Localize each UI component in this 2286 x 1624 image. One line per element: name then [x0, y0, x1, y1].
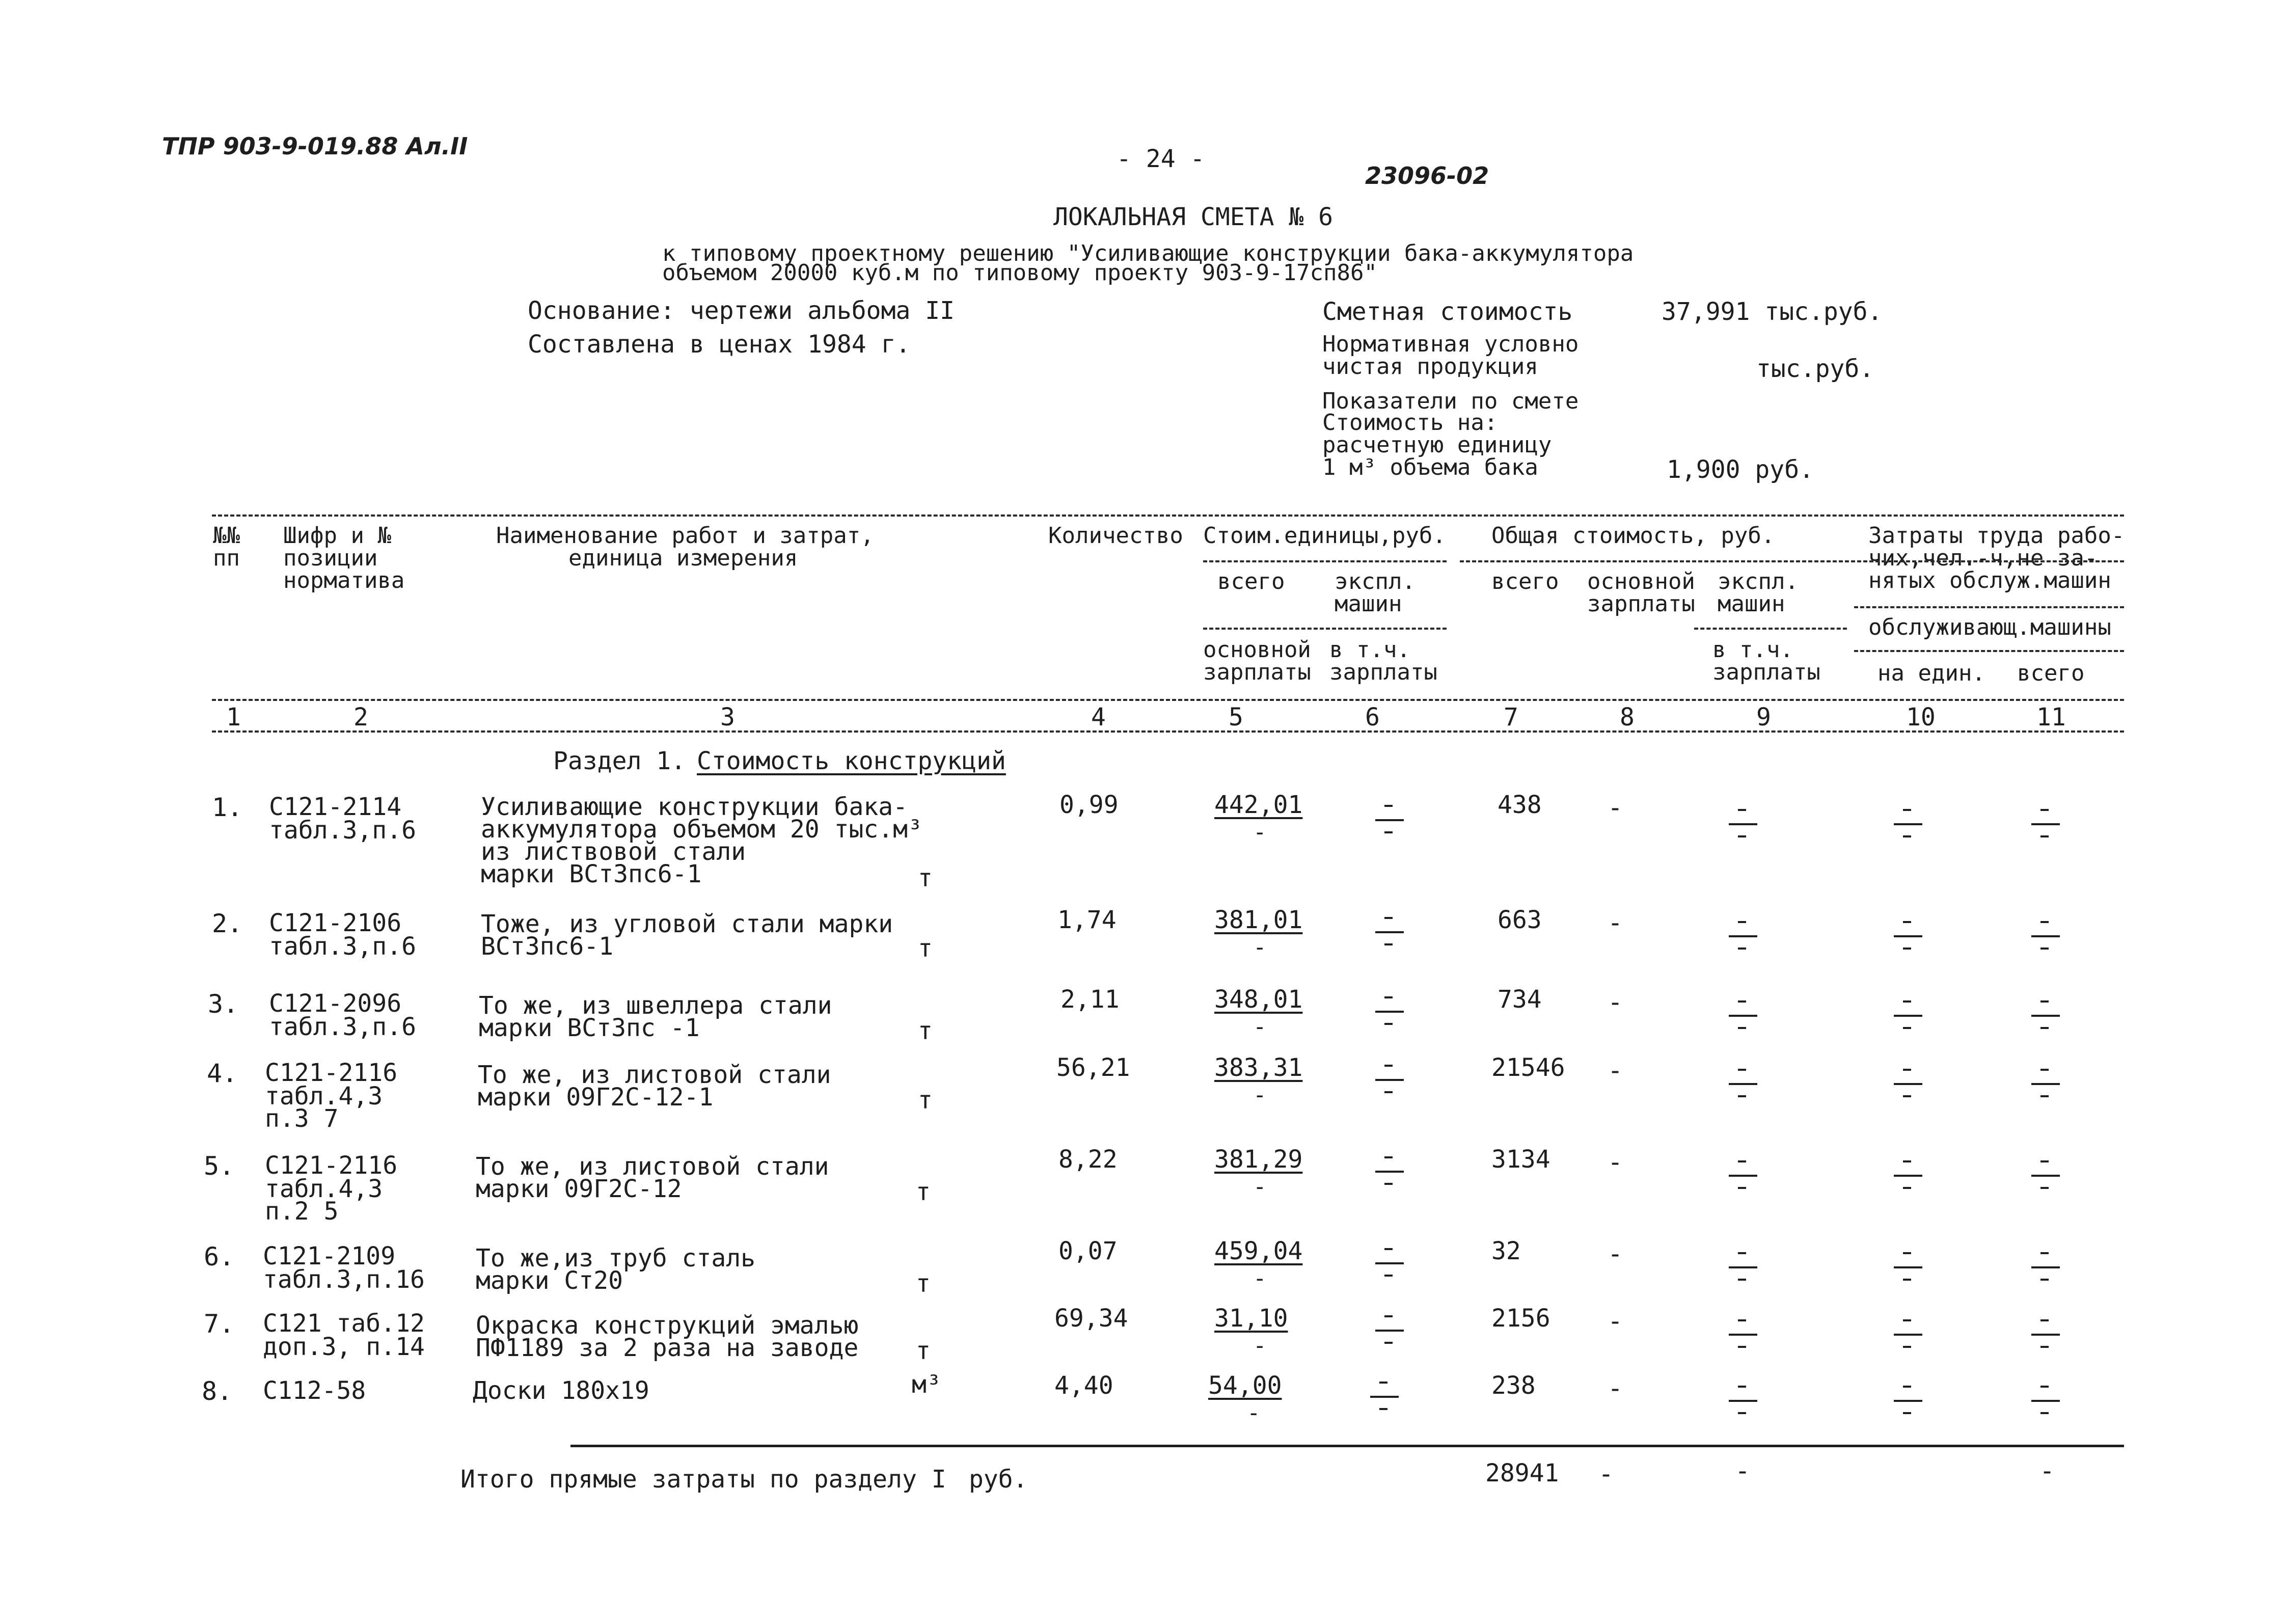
row-name: марки Ст20	[476, 1266, 623, 1295]
row-name: марки 09Г2С-12	[476, 1175, 682, 1203]
norm-value: тыс.руб.	[1756, 355, 1874, 383]
row-name: То же, из листовой стали	[476, 1152, 829, 1181]
divide-sign-icon	[1894, 1069, 1922, 1099]
header-col8-b: зарплаты	[1587, 591, 1695, 617]
indicators-2: Стоимость на:	[1322, 410, 1498, 436]
estimate-title: ЛОКАЛЬНАЯ СМЕТА № 6	[1053, 203, 1334, 231]
divide-sign-icon	[1729, 1386, 1757, 1416]
divide-sign-icon	[1375, 1156, 1404, 1187]
row-total: 21546	[1491, 1053, 1565, 1082]
row-code-ref: табл.4,3	[265, 1082, 383, 1111]
row-unit-price: 348,01	[1214, 985, 1303, 1014]
row-quantity: 1,74	[1057, 906, 1117, 934]
header-col9-mach-b: машин	[1718, 591, 1785, 617]
row-number: 2.	[212, 909, 243, 938]
footer-rule	[570, 1445, 2124, 1447]
row-code: С121-2106	[269, 909, 402, 937]
row-name: То же, из листовой стали	[478, 1061, 831, 1089]
row-quantity: 4,40	[1054, 1371, 1113, 1400]
row-unit-price-wage: -	[1253, 1174, 1267, 1200]
table-header-rule	[212, 699, 2124, 701]
row-base-wage: -	[1608, 1306, 1623, 1336]
divide-sign-icon	[2031, 1252, 2060, 1283]
row-name: То же, из швеллера стали	[479, 991, 832, 1020]
header-col9-mach-a: экспл.	[1718, 569, 1799, 594]
row-name: То же,из труб сталь	[476, 1244, 756, 1273]
section-title: Стоимость конструкций	[697, 747, 1006, 775]
divide-sign-icon	[1729, 1252, 1757, 1283]
divide-sign-icon	[2031, 1000, 2060, 1031]
row-base-wage: -	[1608, 1373, 1623, 1403]
row-number: 5.	[204, 1151, 235, 1181]
col-number-2: 2	[353, 703, 368, 732]
row-unit-price: 31,10	[1214, 1304, 1288, 1333]
row-total: 663	[1498, 906, 1542, 934]
row-unit-price: 383,31	[1214, 1053, 1303, 1082]
divide-sign-icon	[1894, 921, 1922, 952]
row-name: марки ВСт3пс6-1	[481, 860, 702, 888]
divide-sign-icon	[1729, 1069, 1757, 1099]
row-code-ref: табл.3,п.6	[269, 1013, 416, 1041]
header-sub-rule-4	[1694, 628, 1847, 630]
divide-sign-icon	[2031, 921, 2060, 952]
row-unit-price-wage: -	[1253, 819, 1267, 845]
row-base-wage: -	[1608, 1239, 1623, 1268]
col-number-4: 4	[1091, 703, 1106, 732]
row-base-wage: -	[1608, 1147, 1623, 1177]
row-base-wage: -	[1608, 987, 1623, 1017]
divide-sign-icon	[1894, 809, 1922, 840]
header-col3-a: Наименование работ и затрат,	[496, 523, 874, 549]
row-name: Усиливающие конструкции бака-	[481, 793, 908, 821]
divide-sign-icon	[1729, 1160, 1757, 1191]
col-number-10: 10	[1906, 703, 1936, 732]
row-number: 8.	[202, 1376, 233, 1406]
row-unit-price-wage: -	[1253, 1265, 1267, 1291]
col-number-9: 9	[1756, 703, 1771, 732]
row-unit-price-wage: -	[1253, 1333, 1267, 1359]
section-label: Раздел 1.	[553, 747, 686, 775]
row-code-ref: табл.3,п.16	[263, 1265, 425, 1294]
col-number-7: 7	[1504, 703, 1518, 732]
footer-label: Итого прямые затраты по разделу I	[460, 1465, 946, 1494]
divide-sign-icon	[1375, 1065, 1404, 1095]
row-code-ref: п.2 5	[265, 1197, 339, 1226]
row-total: 734	[1498, 985, 1542, 1014]
row-code-ref: табл.3,п.6	[269, 816, 416, 845]
header-col9-incl-b: зарплаты	[1712, 659, 1820, 685]
row-quantity: 0,99	[1059, 791, 1119, 819]
row-name: марки ВСт3пс -1	[479, 1014, 700, 1042]
row-name: Доски 180х19	[473, 1376, 649, 1405]
header-col4: Количество	[1048, 523, 1183, 549]
divide-sign-icon	[1375, 1248, 1404, 1279]
col-number-8: 8	[1620, 703, 1635, 732]
row-unit-price-wage: -	[1253, 934, 1267, 960]
divide-sign-icon	[1375, 1315, 1404, 1346]
row-code: С121-2116	[265, 1059, 398, 1087]
indicators-4: 1 м³ объема бака	[1322, 454, 1538, 480]
header-col10-top-a: Затраты труда рабо-	[1868, 523, 2125, 549]
header-col5-base-b: зарплаты	[1203, 659, 1311, 685]
row-base-wage: -	[1608, 793, 1623, 822]
row-unit-price: 381,01	[1214, 906, 1303, 934]
row-unit: т	[918, 864, 933, 892]
row-total: 238	[1491, 1371, 1536, 1400]
row-code-ref: табл.3,п.6	[269, 932, 416, 961]
row-number: 6.	[204, 1242, 235, 1271]
prices-text: Составлена в ценах 1984 г.	[528, 330, 911, 359]
footer-labor-total: -	[2039, 1456, 2055, 1485]
row-number: 7.	[204, 1309, 235, 1339]
divide-sign-icon	[2031, 1069, 2060, 1099]
row-unit: т	[916, 1178, 931, 1206]
divide-sign-icon	[1894, 1386, 1922, 1416]
divide-sign-icon	[1729, 1000, 1757, 1031]
row-number: 4.	[207, 1059, 238, 1088]
col-number-1: 1	[226, 703, 241, 732]
row-name: ВСт3пс6-1	[481, 932, 614, 961]
header-col2-a: Шифр и №	[283, 523, 391, 549]
row-total: 2156	[1491, 1304, 1550, 1333]
header-col5-top: Стоим.единицы,руб.	[1203, 523, 1446, 549]
header-col10-mid: обслуживающ.машины	[1868, 614, 2111, 640]
row-code: С121-2109	[263, 1242, 396, 1270]
header-col6-mach-b: машин	[1335, 591, 1402, 617]
divide-sign-icon	[1894, 1252, 1922, 1283]
header-col5-all: всего	[1217, 569, 1285, 594]
divide-sign-icon	[2031, 809, 2060, 840]
header-col10: на един.	[1877, 660, 1985, 686]
row-unit-price-wage: -	[1253, 1014, 1267, 1040]
norm-label-1: Нормативная условно	[1322, 331, 1579, 357]
row-quantity: 69,34	[1054, 1304, 1128, 1333]
unit-value: 1,900 руб.	[1667, 455, 1814, 484]
row-base-wage: -	[1608, 908, 1623, 937]
row-unit-price: 381,29	[1214, 1145, 1303, 1174]
basis-text: Основание: чертежи альбома II	[528, 296, 955, 325]
divide-sign-icon	[2031, 1319, 2060, 1350]
subtitle-line-1: к типовому проектному решению "Усиливающие конструкции бака-аккумулятора	[662, 240, 1634, 266]
row-code: С121-2114	[269, 793, 402, 821]
norm-label-2: чистая продукция	[1322, 354, 1538, 380]
row-unit-price: 459,04	[1214, 1237, 1303, 1265]
col-number-3: 3	[720, 703, 735, 732]
row-name: из листвовой стали	[481, 837, 746, 866]
row-name: Тоже, из угловой стали марки	[481, 910, 893, 938]
row-unit: т	[918, 1017, 933, 1045]
footer-unit: руб.	[969, 1465, 1028, 1494]
row-code-ref: доп.3, п.14	[263, 1333, 425, 1361]
header-col6-incl-b: зарплаты	[1329, 659, 1437, 685]
row-unit: т	[918, 1086, 933, 1115]
row-code: С112-58	[263, 1376, 366, 1405]
row-unit: т	[916, 1337, 931, 1365]
footer-machine-cost: -	[1735, 1456, 1751, 1485]
table-numbers-rule	[212, 730, 2124, 733]
row-name: Окраска конструкций эмалью	[476, 1311, 859, 1340]
header-col10-top-c: нятых обслуж.машин	[1868, 567, 2111, 593]
header-col2-c: норматива	[283, 567, 405, 593]
row-quantity: 2,11	[1060, 985, 1120, 1014]
row-name: марки 09Г2С-12-1	[478, 1083, 714, 1112]
header-sub-rule-5	[1854, 606, 2124, 608]
indicators-3: расчетную единицу	[1322, 432, 1552, 458]
header-col5-base-a: основной	[1203, 637, 1311, 663]
header-col6-mach-a: экспл.	[1335, 569, 1416, 594]
row-total: 32	[1491, 1237, 1521, 1265]
col-number-6: 6	[1365, 703, 1380, 732]
row-code: С121-2116	[265, 1151, 398, 1180]
divide-sign-icon	[1894, 1000, 1922, 1031]
header-col7-all: всего	[1491, 569, 1559, 594]
header-sub-rule-3	[1460, 560, 2124, 562]
divide-sign-icon	[1729, 921, 1757, 952]
row-unit: т	[918, 934, 933, 963]
row-code: С121-2096	[269, 989, 402, 1018]
header-col3-b: единица измерения	[568, 545, 798, 571]
divide-sign-icon	[1894, 1160, 1922, 1191]
row-quantity: 0,07	[1058, 1237, 1118, 1265]
divide-sign-icon	[1375, 996, 1404, 1027]
header-col8-a: основной	[1587, 569, 1695, 594]
row-name: аккумулятора объемом 20 тыс.м³	[481, 815, 922, 844]
header-col6-incl-a: в т.ч.	[1329, 637, 1410, 663]
cost-label: Сметная стоимость	[1322, 297, 1573, 326]
row-code: С121 таб.12	[263, 1309, 425, 1338]
header-col2-b: позиции	[283, 545, 378, 571]
cost-value: 37,991 тыс.руб.	[1662, 297, 1883, 326]
divide-sign-icon	[1375, 917, 1404, 948]
row-quantity: 56,21	[1056, 1053, 1130, 1082]
row-code-ref: табл.4,3	[265, 1175, 383, 1203]
subtitle-line-2: объемом 20000 куб.м по типовому проекту 903-9-17сп86"	[662, 260, 1377, 286]
row-total: 438	[1498, 791, 1542, 819]
footer-total: 28941	[1485, 1459, 1559, 1487]
header-col11: всего	[2017, 660, 2085, 686]
row-unit-price: 442,01	[1214, 791, 1303, 819]
header-sub-rule-2	[1203, 628, 1447, 630]
header-sub-rule-6	[1854, 650, 2124, 652]
row-unit-price-wage: -	[1247, 1400, 1261, 1426]
divide-sign-icon	[1729, 1319, 1757, 1350]
document-reference: ТПР 903-9-019.88 Ал.II	[162, 132, 468, 160]
col-number-5: 5	[1229, 703, 1243, 732]
row-total: 3134	[1491, 1145, 1550, 1174]
indicators-1: Показатели по смете	[1322, 388, 1579, 414]
divide-sign-icon	[1894, 1319, 1922, 1350]
row-unit-price: 54,00	[1208, 1371, 1282, 1400]
footer-base-wage: -	[1598, 1459, 1614, 1488]
header-col10-top-b: чих,чел.-ч,не за-	[1868, 545, 2098, 571]
table-top-rule	[212, 515, 2124, 517]
header-col7-top: Общая стоимость, руб.	[1491, 523, 1775, 549]
divide-sign-icon	[1375, 805, 1404, 835]
divide-sign-icon	[1370, 1382, 1399, 1412]
row-name: ПФ1189 за 2 раза на заводе	[476, 1334, 859, 1362]
header-col1-b: пп	[213, 545, 240, 571]
row-base-wage: -	[1608, 1055, 1623, 1085]
row-number: 1.	[212, 793, 243, 822]
document-code: 23096-02	[1365, 162, 1489, 190]
page-number: - 24 -	[1117, 145, 1205, 173]
row-unit: м³	[912, 1370, 941, 1399]
row-unit-price-wage: -	[1253, 1082, 1267, 1108]
header-col9-incl-a: в т.ч.	[1712, 637, 1793, 663]
row-code-ref: п.3 7	[265, 1104, 339, 1133]
header-col1-a: №№	[213, 523, 240, 549]
row-quantity: 8,22	[1058, 1145, 1118, 1174]
divide-sign-icon	[2031, 1160, 2060, 1191]
divide-sign-icon	[2031, 1386, 2060, 1416]
col-number-11: 11	[2036, 703, 2066, 732]
row-unit: т	[916, 1269, 931, 1298]
divide-sign-icon	[1729, 809, 1757, 840]
row-number: 3.	[208, 989, 239, 1019]
header-sub-rule-1	[1203, 560, 1447, 562]
